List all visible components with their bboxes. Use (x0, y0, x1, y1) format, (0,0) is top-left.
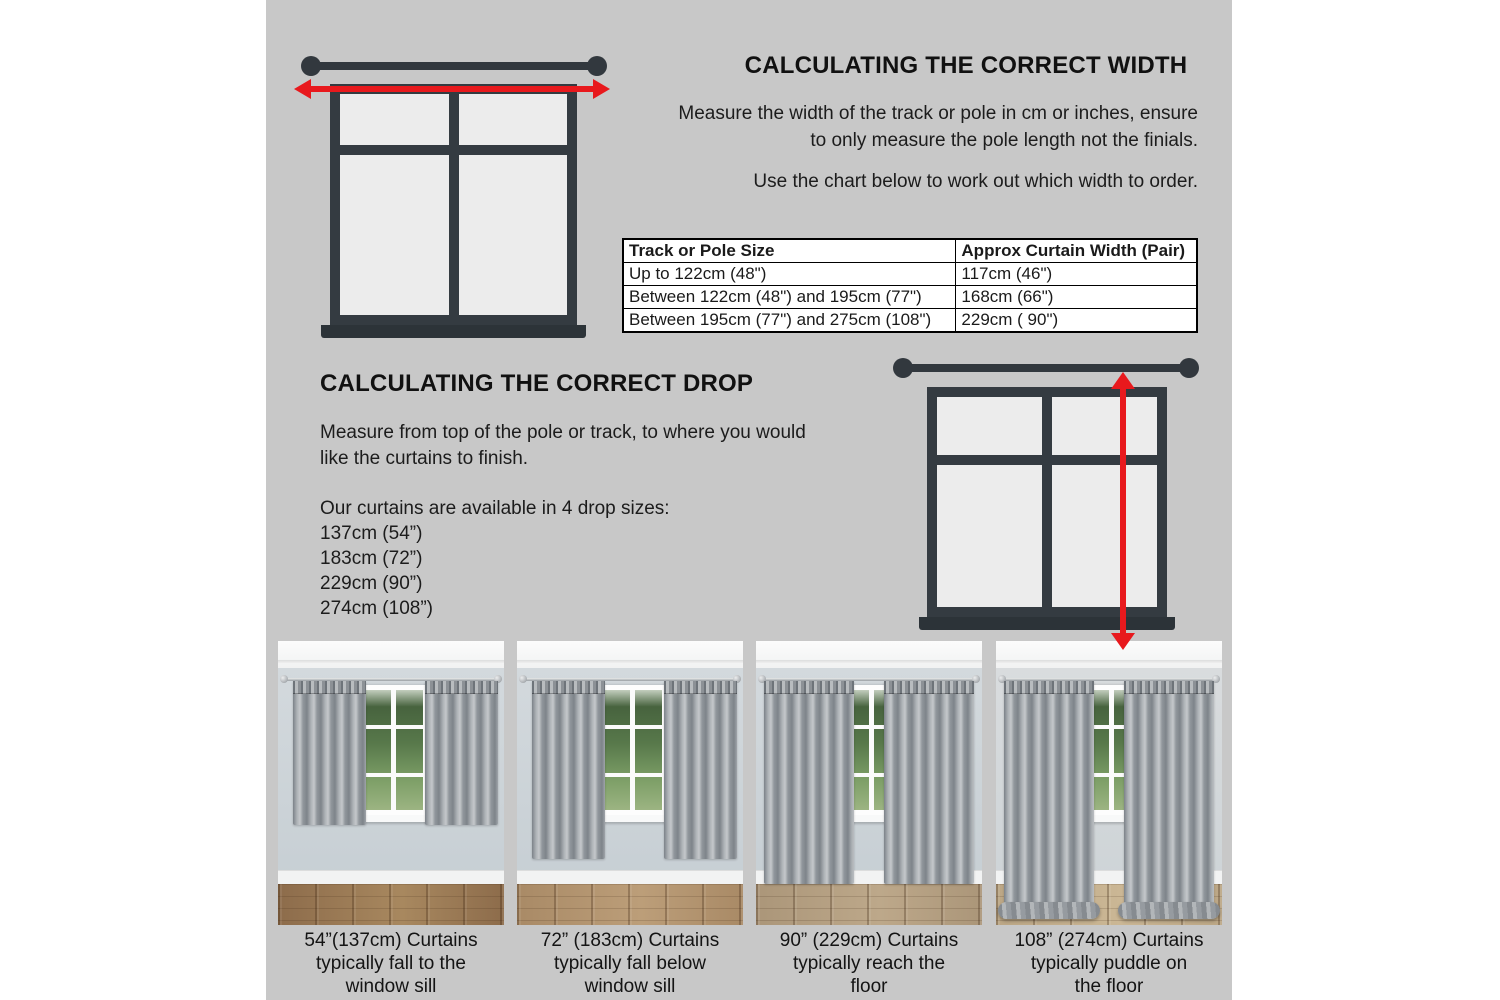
drop-instructions-line1: Measure from top of the pole or track, to where you would (320, 422, 806, 443)
drop-measure-arrow-icon (1111, 372, 1135, 650)
photo-caption-108in (996, 929, 1222, 998)
curtain-pole-illustration (310, 62, 598, 70)
caption-line: typically reach the (792, 953, 946, 974)
col-header-curtain-width: Approx Curtain Width (Pair) (956, 239, 1197, 263)
window-bar (602, 725, 662, 729)
cell-curtain-width: 168cm (66") (956, 286, 1197, 309)
pencil-pleat-header (664, 681, 737, 694)
caption-line: 54”(137cm) Curtains (304, 930, 478, 951)
table-header-row (623, 239, 1197, 263)
caption-line: typically puddle on (1030, 953, 1188, 974)
wood-floor (278, 884, 504, 925)
crown-molding (756, 660, 982, 664)
pencil-pleat-header (1124, 681, 1214, 694)
crown-molding (517, 660, 743, 664)
drop-instructions-line2: like the curtains to finish. (320, 448, 529, 469)
pole-finial-icon (1179, 358, 1199, 378)
photo-window (597, 685, 667, 815)
window-pane (937, 397, 1042, 455)
example-photo-90in (756, 641, 982, 925)
window-bar (391, 690, 396, 810)
width-instructions (620, 100, 1198, 154)
caption-line: window sill (584, 976, 676, 997)
drop-sizes-list (320, 521, 620, 621)
curtain-puddle (998, 902, 1100, 919)
window-bar (363, 773, 423, 777)
wood-floor (517, 884, 743, 925)
caption-line: window sill (345, 976, 437, 997)
pencil-pleat-header (532, 681, 605, 694)
cell-track-size: Between 195cm (77") and 275cm (108") (623, 309, 956, 333)
drop-section-heading: CALCULATING THE CORRECT DROP (320, 370, 754, 397)
table-row (623, 286, 1197, 309)
caption-line: floor (850, 976, 888, 997)
arrow-head-right (593, 79, 610, 99)
cell-track-size: Between 122cm (48") and 195cm (77") (623, 286, 956, 309)
curtain-panel-left (1004, 681, 1094, 913)
table-row (623, 309, 1197, 333)
window-bar (869, 690, 874, 810)
cell-track-size: Up to 122cm (48") (623, 263, 956, 286)
drop-size-item: 274cm (108”) (320, 598, 433, 619)
col-header-track-size: Track or Pole Size (623, 239, 956, 263)
pole-finial-icon (280, 675, 288, 683)
width-section-heading: CALCULATING THE CORRECT WIDTH (744, 52, 1188, 79)
window-bar (602, 773, 662, 777)
caption-line: 108” (274cm) Curtains (1014, 930, 1204, 951)
curtain-panel-right (1124, 681, 1214, 913)
caption-line: typically fall below (553, 953, 707, 974)
example-photo-54in (278, 641, 504, 925)
window-pane (340, 94, 449, 145)
pencil-pleat-header (425, 681, 498, 694)
pencil-pleat-header (764, 681, 854, 694)
curtain-panel-right (884, 681, 974, 884)
example-photo-108in (996, 641, 1222, 925)
curtain-panel-right (425, 681, 498, 825)
pole-finial-icon (587, 56, 607, 76)
curtain-puddle (1118, 902, 1220, 919)
skirting-board (278, 870, 504, 884)
caption-line: 72” (183cm) Curtains (540, 930, 720, 951)
drop-size-item: 183cm (72”) (320, 548, 423, 569)
window-illustration (330, 84, 577, 325)
window-pane (340, 155, 449, 315)
curtain-panel-left (293, 681, 366, 825)
window-bar (363, 725, 423, 729)
drop-instructions (320, 420, 890, 472)
width-chart-hint: Use the chart below to work out which width to order. (753, 171, 1198, 192)
width-instructions-line2: to only measure the pole length not the finials. (810, 130, 1198, 151)
window-bar (1109, 690, 1114, 810)
skirting-board (517, 870, 743, 884)
photo-caption-90in (756, 929, 982, 998)
caption-line: the floor (1074, 976, 1144, 997)
crown-molding (278, 660, 504, 664)
curtain-panel-left (764, 681, 854, 884)
photo-caption-54in (278, 929, 504, 998)
arrow-shaft (306, 86, 598, 92)
curtain-panel-right (664, 681, 737, 859)
drop-size-item: 137cm (54”) (320, 523, 423, 544)
size-table (622, 238, 1198, 333)
table-row (623, 263, 1197, 286)
width-instructions-line1: Measure the width of the track or pole in cm or inches, ensure (678, 103, 1198, 124)
window-sill (321, 325, 586, 338)
curtain-pole-illustration (902, 364, 1190, 372)
photo-caption-72in (517, 929, 743, 998)
pole-finial-icon (301, 56, 321, 76)
example-photo-72in (517, 641, 743, 925)
arrow-shaft (1120, 384, 1126, 637)
pencil-pleat-header (1004, 681, 1094, 694)
window-sill (919, 617, 1175, 630)
pole-finial-icon (519, 675, 527, 683)
pencil-pleat-header (884, 681, 974, 694)
pencil-pleat-header (293, 681, 366, 694)
photo-window (358, 685, 428, 815)
window-pane (459, 155, 568, 315)
window-pane (937, 465, 1042, 607)
caption-line: 90” (229cm) Curtains (779, 930, 959, 951)
width-measure-arrow-icon (294, 79, 610, 99)
window-pane (459, 94, 568, 145)
wood-floor (756, 884, 982, 925)
cell-curtain-width: 229cm ( 90") (956, 309, 1197, 333)
pole-finial-icon (893, 358, 913, 378)
window-bar (630, 690, 635, 810)
window-pane (1052, 397, 1157, 455)
caption-line: typically fall to the (316, 953, 466, 974)
crown-molding (996, 660, 1222, 664)
curtain-panel-left (532, 681, 605, 859)
arrow-head-down (1111, 633, 1135, 650)
drop-size-item: 229cm (90”) (320, 573, 423, 594)
cell-curtain-width: 117cm (46") (956, 263, 1197, 286)
window-pane (1052, 465, 1157, 607)
drop-sizes-intro: Our curtains are available in 4 drop sizes: (320, 498, 670, 519)
